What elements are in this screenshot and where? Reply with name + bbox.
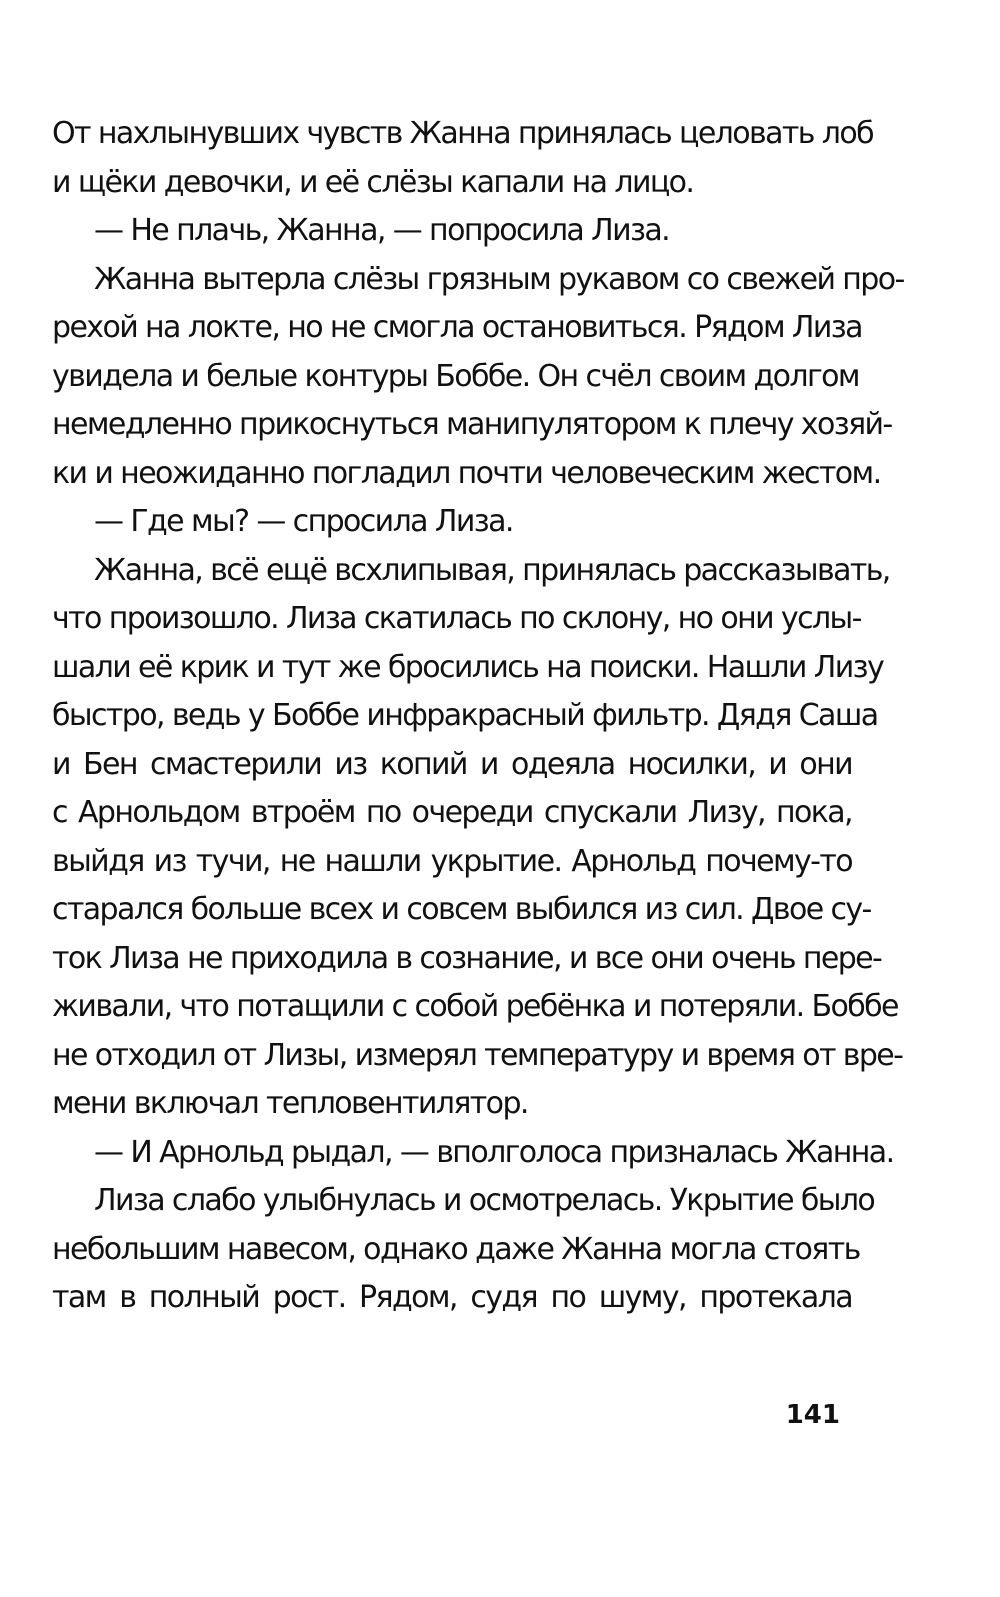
text-line: рехой на локте, но не смогла остановиться. Рядом Лиза [52,310,862,345]
text-line: шали её крик и тут же бросились на поиски. Нашли Лизу [52,649,884,685]
text-line: ток Лиза не приходила в сознание, и все они очень пере- [52,940,882,976]
text-line: ки и неожиданно погладил почти человеческим жестом. [52,455,881,491]
text-line: там в полный рост. Рядом, судя по шуму, протекала [52,1280,852,1315]
text-line: выйдя из тучи, не нашли укрытие. Арнольд почему-то [52,843,852,879]
text-line: Жанна вытерла слёзы грязным рукавом со свежей про- [94,261,904,297]
text-line: мени включал тепловентилятор. [52,1086,528,1121]
text-line: увидела и белые контуры Боббе. Он счёл своим долгом [52,358,859,394]
text-line: живали, что потащили с собой ребёнка и потеряли. Боббе [52,989,898,1024]
text-line: и Бен смастерили из копий и одеяла носилки, и они [52,746,852,782]
text-line: и щёки девочки, и её слёзы капали на лицо. [52,164,694,200]
text-line: — Где мы? — спросила Лиза. [94,504,513,539]
page-number: 141 [785,1400,840,1430]
text-line: не отходил от Лизы, измерял температуру и время от вре- [52,1037,903,1073]
text-line: небольшим навесом, однако даже Жанна могла стоять [52,1231,860,1267]
text-line: От нахлынувших чувств Жанна принялась целовать лоб [52,116,873,151]
text-line: — И Арнольд рыдал, — вполголоса призналась Жанна. [94,1134,894,1170]
text-line: с Арнольдом втроём по очереди спускали Лизу, пока, [52,795,852,830]
text-line: Жанна, всё ещё всхлипывая, принялась рассказывать, [94,552,890,588]
text-line: немедленно прикоснуться манипулятором к плечу хозяй- [52,407,892,442]
text-line: Лиза слабо улыбнулась и осмотрелась. Укрытие было [94,1183,875,1218]
text-line: старался больше всех и совсем выбился из сил. Двое су- [52,892,871,927]
body-text [52,110,904,1323]
text-line: быстро, ведь у Боббе инфракрасный фильтр. Дядя Саша [52,698,878,733]
text-line: что произошло. Лиза скатилась по склону, но они услы- [52,601,861,636]
text-line: — Не плачь, Жанна, — попросила Лиза. [94,213,670,248]
